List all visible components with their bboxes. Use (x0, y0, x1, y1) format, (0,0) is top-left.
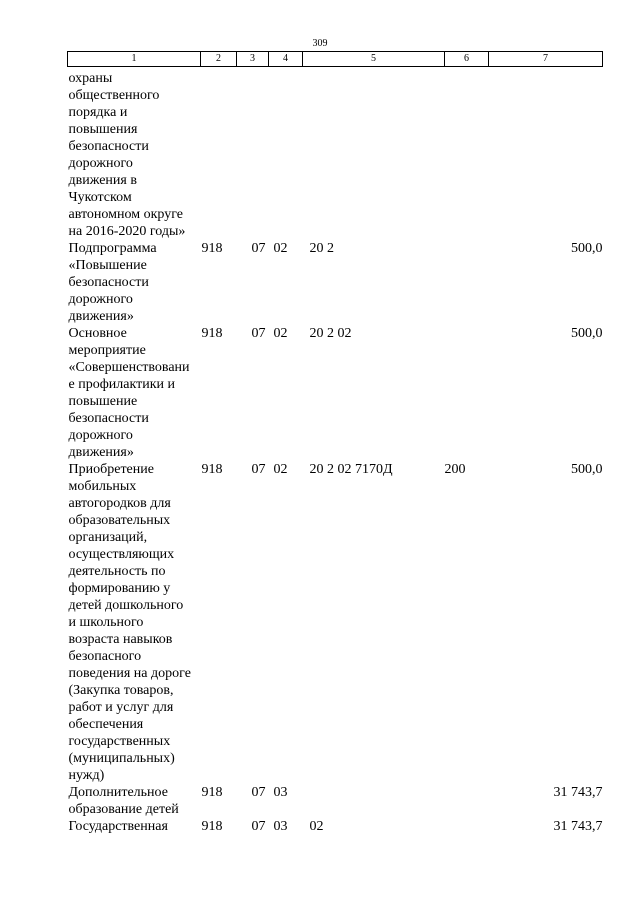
row-expense-type (445, 325, 489, 461)
row-expense-type (445, 240, 489, 325)
row-amount: 500,0 (571, 326, 603, 341)
row-subsection-code: 02 (273, 326, 288, 341)
row-name-line: (Закупка товаров, (68, 683, 174, 698)
row-section-code: 07 (251, 462, 266, 477)
row-name-line: безопасности (68, 275, 149, 290)
header-col-1: 1 (68, 52, 201, 67)
row-name-line: порядка и (68, 105, 128, 120)
row-ministry-code: 918 (201, 326, 223, 341)
row-name-line: нужд) (68, 768, 105, 783)
row-amount: 500,0 (571, 462, 603, 477)
row-name-line: безопасного (68, 649, 142, 664)
row-name-line: возраста навыков (68, 632, 173, 647)
row-ministry-code (201, 67, 237, 241)
row-name-line: безопасности (68, 411, 149, 426)
row-ministry-code: 918 (201, 462, 223, 477)
row-name-line: автогородков для (68, 496, 171, 511)
row-subsection-code: 03 (273, 819, 288, 834)
row-name-line: детей дошкольного (68, 598, 184, 613)
row-name-line: охраны (68, 71, 113, 86)
table-row (68, 784, 603, 818)
row-name-line: Основное (68, 326, 127, 341)
row-name-line: государственных (68, 734, 171, 749)
row-ministry-code: 918 (201, 785, 223, 800)
table-row (68, 818, 603, 835)
row-name-line: повышение (68, 394, 138, 409)
header-row (68, 52, 603, 67)
row-name-line: на 2016-2020 годы» (68, 224, 186, 239)
row-name-line: Чукотском (68, 190, 132, 205)
row-name-line: безопасности (68, 139, 149, 154)
row-amount: 31 743,7 (553, 819, 603, 834)
row-name (68, 67, 201, 241)
row-amount: 500,0 (571, 241, 603, 256)
row-target-article: 20 2 (309, 241, 334, 256)
table-body (68, 67, 603, 836)
row-name-line: е профилактики и (68, 377, 175, 392)
row-name-line: Дополнительное (68, 785, 168, 800)
header-col-3: 3 (237, 52, 269, 67)
row-amount: 31 743,7 (553, 785, 603, 800)
row-section-code: 07 (251, 785, 266, 800)
row-name-line: осуществляющих (68, 547, 175, 562)
row-amount (489, 67, 603, 241)
row-name (68, 240, 201, 325)
header-col-7: 7 (489, 52, 603, 67)
row-expense-type (445, 784, 489, 818)
row-name-line: мобильных (68, 479, 137, 494)
row-name-line: движения в (68, 173, 137, 188)
row-target-article: 20 2 02 7170Д (309, 462, 393, 477)
row-target-article (303, 784, 445, 818)
row-target-article: 02 (309, 819, 324, 834)
row-name-line: повышения (68, 122, 138, 137)
row-name-line: автономном округе (68, 207, 183, 222)
row-target-article (303, 67, 445, 241)
row-name-line: обеспечения (68, 717, 144, 732)
table-row (68, 67, 603, 241)
row-name-line: «Повышение (68, 258, 147, 273)
row-name-line: образовательных (68, 513, 171, 528)
row-section-code (237, 67, 269, 241)
row-name-line: организаций, (68, 530, 148, 545)
row-expense-type (445, 67, 489, 241)
row-name-line: формированию у (68, 581, 171, 596)
row-name-line: (муниципальных) (68, 751, 175, 766)
row-subsection-code: 02 (273, 462, 288, 477)
row-name-line: и школьного (68, 615, 144, 630)
row-section-code: 07 (251, 241, 266, 256)
row-subsection-code: 03 (273, 785, 288, 800)
row-ministry-code: 918 (201, 241, 223, 256)
row-name-line: Подпрограмма (68, 241, 157, 256)
header-col-6: 6 (445, 52, 489, 67)
row-name-line: Государственная (68, 819, 168, 834)
row-name (68, 784, 201, 818)
row-name-line: Приобретение (68, 462, 154, 477)
header-col-5: 5 (303, 52, 445, 67)
row-name (68, 818, 201, 835)
row-name-line: поведения на дороге (68, 666, 191, 681)
row-name-line: общественного (68, 88, 160, 103)
row-name-line: дорожного (68, 292, 133, 307)
row-name-line: дорожного (68, 156, 133, 171)
row-name-line: «Совершенствовани (68, 360, 190, 375)
row-name-line: дорожного (68, 428, 133, 443)
table-row (68, 461, 603, 784)
row-target-article: 20 2 02 (309, 326, 352, 341)
row-section-code: 07 (251, 819, 266, 834)
row-name (68, 325, 201, 461)
table-header (68, 52, 603, 67)
header-col-2: 2 (201, 52, 237, 67)
table-row (68, 240, 603, 325)
table-row (68, 325, 603, 461)
row-ministry-code: 918 (201, 819, 223, 834)
row-name-line: мероприятие (68, 343, 146, 358)
page-number: 309 (312, 38, 328, 49)
row-subsection-code: 02 (273, 241, 288, 256)
header-col-4: 4 (269, 52, 303, 67)
row-name-line: деятельность по (68, 564, 166, 579)
row-name-line: образование детей (68, 802, 179, 817)
row-subsection-code (269, 67, 303, 241)
row-name-line: движения» (68, 309, 134, 324)
row-name-line: движения» (68, 445, 134, 460)
row-section-code: 07 (251, 326, 266, 341)
row-name (68, 461, 201, 784)
row-expense-type: 200 (444, 462, 466, 477)
row-name-line: работ и услуг для (68, 700, 174, 715)
row-expense-type (445, 818, 489, 835)
budget-table (67, 51, 603, 835)
